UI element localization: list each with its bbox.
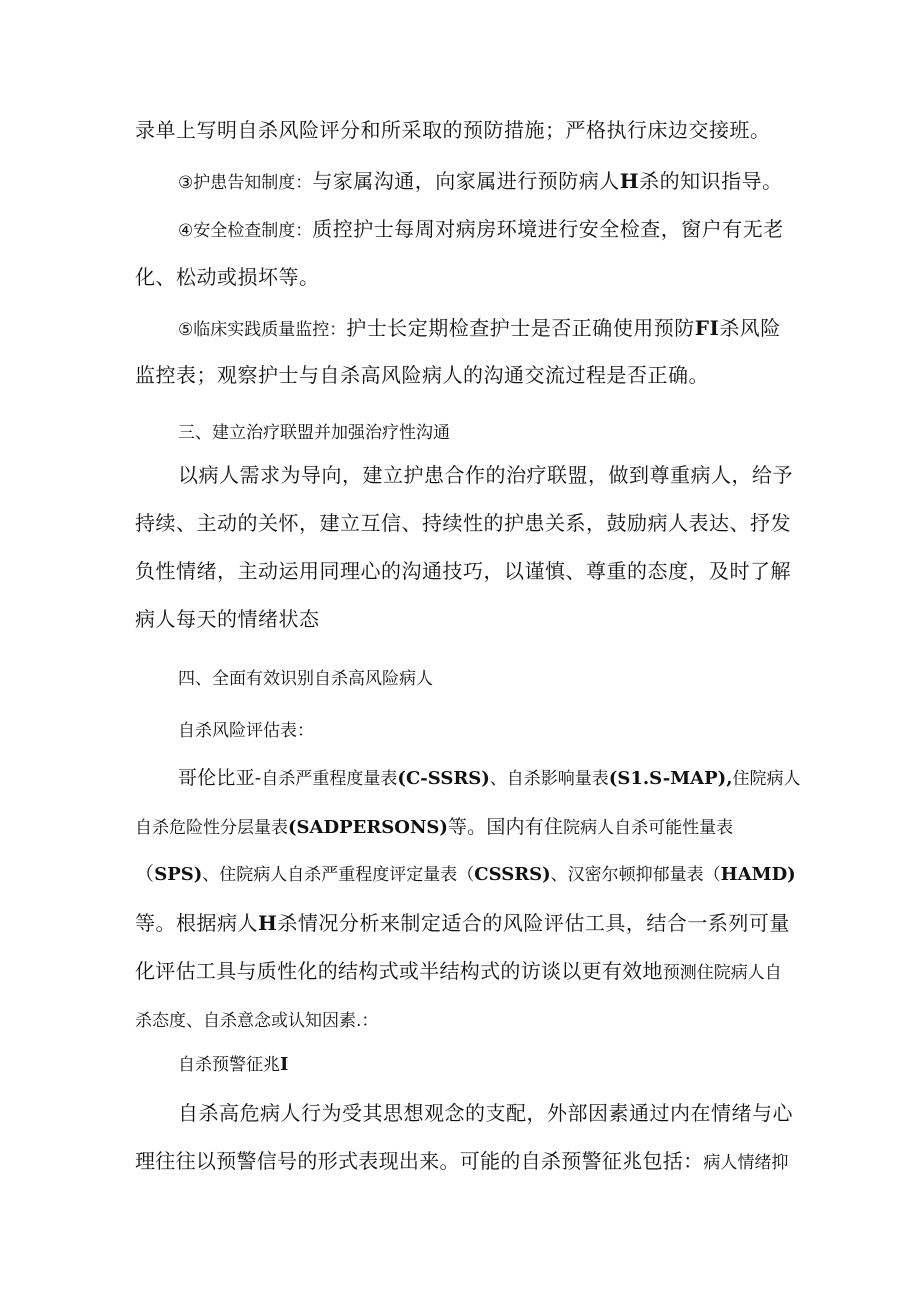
item-5-text: 护士长定期检查护士是否正确使用预防 (346, 316, 695, 340)
section-3-line-2 (135, 510, 791, 536)
warning-text: 理往往以预警信号的形式表现出来。可能的自杀预警征兆包括： (135, 1149, 704, 1173)
scales-abbrev: SPS) (154, 864, 203, 885)
item-3-line (178, 168, 783, 196)
scales-line-6 (135, 1008, 378, 1034)
scales-text: 等。国内有住 (447, 816, 564, 838)
item-5-label: ⑤临床实践质量监控： (178, 320, 347, 340)
scales-text: 等。根据病人 (135, 911, 258, 935)
scales-text: 、自杀影响量表 (489, 769, 609, 789)
section-3-text-1: 以病人需求为导向，建立护患合作的治疗联盟，做到尊重病人，给予 (178, 463, 793, 487)
scales-text: 化评估工具与质性化的结构式或半结构式的访谈以更有效地 (135, 959, 663, 983)
scales-text: 自杀危险性分层量表 (135, 818, 288, 838)
scales-abbrev: (S1.S-MAP), (608, 768, 733, 789)
scales-abbrev: CSSRS) (474, 864, 551, 885)
scales-abbrev: (SADPERSONS) (288, 817, 448, 838)
paragraph-line (135, 117, 771, 143)
scales-text: （ (135, 863, 155, 885)
warning-text: 病人情绪抑 (703, 1153, 789, 1173)
item-4-text: 质控护士每周对病房环境进行安全检查，窗户有无老 (312, 217, 784, 241)
item-5-text-2: 杀风险 (719, 316, 781, 340)
subheading-warning-signs-bold: I (280, 1054, 289, 1075)
item-4-text-2: 化、松动或损坏等。 (135, 265, 320, 289)
section-3-line-3 (135, 558, 791, 584)
scales-bold: H (258, 911, 278, 935)
scales-abbrev: (C-SSRS) (397, 768, 490, 789)
section-4-heading (178, 666, 433, 692)
section-3-heading (178, 420, 450, 446)
scales-line-2 (135, 814, 733, 841)
scales-text: 住院病人 (732, 769, 801, 789)
subheading-risk-scale-text: 自杀风险评估表： (178, 721, 314, 741)
scales-line-3 (135, 861, 796, 888)
warning-line-2 (135, 1148, 788, 1176)
scales-text: 、住院病人自杀严重程度评定量表（ (202, 865, 475, 885)
scales-text: 自杀严重程度量表 (261, 769, 398, 789)
item-4-line-2 (135, 264, 320, 290)
paragraph-text: 录单上写明自杀风险评分和所采取的预防措施；严格执行床边交接班。 (135, 118, 771, 142)
section-3-heading-text: 三、建立治疗联盟并加强治疗性沟通 (178, 423, 450, 443)
section-3-text-4: 病人每天的情绪状态 (135, 607, 320, 631)
scales-line-4 (135, 910, 790, 936)
section-4-heading-text: 四、全面有效识别自杀高风险病人 (178, 669, 433, 689)
scales-text: 预测住院病人自 (662, 963, 782, 983)
section-3-line-4 (135, 606, 320, 632)
item-5-line (178, 315, 781, 343)
section-3-text-2: 持续、主动的关怀，建立互信、持续性的护患关系，鼓励病人表达、抒发 (135, 511, 791, 535)
item-4-line (178, 216, 784, 244)
scales-line-1 (178, 765, 800, 792)
scales-text: 哥伦比亚- (178, 767, 262, 789)
scales-abbrev: HAMD) (720, 864, 796, 885)
subheading-risk-scale (178, 718, 314, 744)
warning-text: 自杀高危病人行为受其思想观念的支配，外部因素通过内在情绪与心 (178, 1101, 793, 1125)
item-3-text: 与家属沟通，向家属进行预防病人 (312, 169, 620, 193)
item-3-text-2: 杀的知识指导。 (639, 169, 783, 193)
section-3-text-3: 负性情绪，主动运用同理心的沟通技巧，以谨慎、尊重的态度，及时了解 (135, 559, 791, 583)
section-3-line-1 (178, 462, 793, 488)
item-3-bold: H (619, 169, 640, 193)
scales-text: 院病人自杀可能性量表 (563, 818, 734, 838)
item-3-label: ③护患告知制度： (178, 173, 313, 193)
scales-text: 、汉密尔顿抑郁量表（ (550, 865, 721, 885)
scales-text: 杀态度、自杀意念或认知因素.： (135, 1011, 379, 1031)
item-5-text-3: 监控表；观察护士与自杀高风险病人的沟通交流过程是否正确。 (135, 363, 709, 387)
scales-line-5 (135, 958, 782, 986)
warning-line-1 (178, 1100, 793, 1126)
item-4-label: ④安全检查制度： (178, 221, 313, 241)
item-5-bold: FI (694, 316, 720, 340)
subheading-warning-signs (178, 1052, 288, 1078)
scales-text: 杀情况分析来制定适合的风险评估工具，结合一系列可量 (277, 911, 790, 935)
subheading-warning-signs-text: 自杀预警征兆 (178, 1055, 280, 1075)
item-5-line-2 (135, 362, 709, 388)
